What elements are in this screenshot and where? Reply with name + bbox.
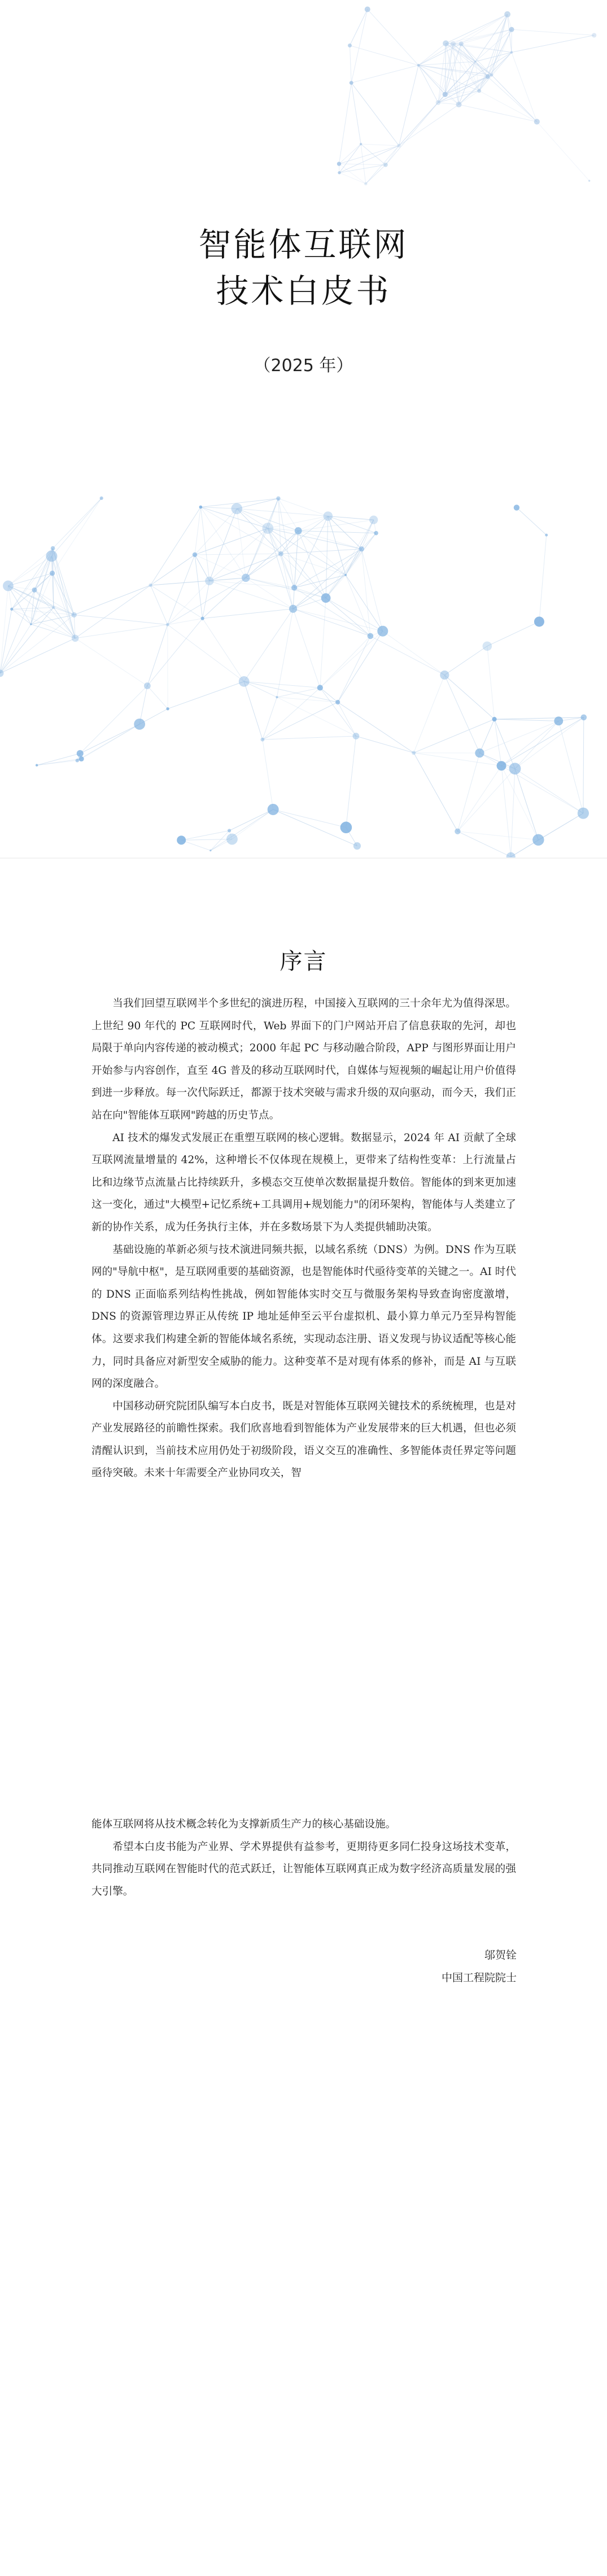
network-link	[74, 585, 150, 615]
network-link	[51, 556, 74, 615]
network-node	[475, 749, 484, 758]
network-link	[361, 144, 386, 165]
network-link	[320, 598, 326, 688]
network-link	[414, 675, 445, 753]
network-node	[201, 617, 204, 620]
network-decoration-graphic	[0, 0, 607, 859]
network-node	[534, 616, 544, 626]
network-node	[443, 92, 448, 97]
network-link	[414, 753, 501, 766]
network-node	[337, 162, 341, 166]
cover-year: （2025 年）	[254, 356, 353, 376]
network-link	[339, 144, 361, 164]
network-node	[360, 143, 362, 145]
network-link	[147, 619, 203, 686]
network-node	[490, 73, 494, 77]
network-node	[295, 527, 302, 534]
network-node	[592, 33, 596, 37]
network-link	[229, 810, 273, 830]
network-node	[78, 756, 84, 762]
network-node	[369, 516, 378, 524]
network-link	[457, 832, 538, 840]
network-link	[326, 598, 370, 636]
network-link	[244, 681, 263, 739]
network-link	[151, 581, 209, 585]
network-link	[495, 719, 501, 766]
network-node	[193, 552, 197, 557]
network-link	[457, 832, 510, 857]
network-node	[276, 696, 278, 698]
preface-paragraph-1: 当我们回望互联网半个多世纪的演进历程，中国接入互联网的三十余年尤为值得深思。上世纪 90 年代的 PC 互联网时代，Web 界面下的门户网站开启了信息获取的先河，却也局限于单向内容传递的被动模式；2000 年起 PC 与移动融合阶段，APP 与图形界面让用户开始参与内容创作，直至 4G 普及的移动互联网时代，自媒体与短视频的崛起让用户价值得到进一步释放。每一次代际跃迁，都源于技术突破与需求升级的双向驱动，而今天，我们正站在向"智能体互联网"跨越的历史节点。	[91, 998, 516, 1121]
network-link	[495, 717, 584, 719]
network-node	[477, 89, 481, 93]
network-link	[181, 830, 229, 840]
network-link	[278, 498, 328, 516]
network-node	[374, 531, 378, 536]
network-link	[338, 636, 370, 702]
network-node	[144, 682, 151, 689]
network-node	[459, 41, 464, 46]
network-link	[139, 686, 147, 724]
network-link	[237, 508, 328, 516]
network-node	[231, 503, 242, 515]
network-node	[228, 829, 231, 832]
network-node	[364, 182, 368, 185]
network-link	[383, 631, 445, 675]
network-node	[317, 685, 323, 690]
network-node	[377, 626, 388, 637]
network-link	[501, 717, 584, 766]
network-link	[512, 29, 594, 35]
network-link	[350, 10, 367, 46]
network-link	[492, 75, 537, 122]
network-link	[268, 516, 328, 528]
network-node	[321, 593, 331, 603]
network-link	[320, 687, 356, 736]
network-node	[368, 633, 374, 639]
network-link	[399, 103, 438, 146]
network-link	[338, 631, 383, 702]
network-node	[456, 102, 462, 107]
network-link	[339, 173, 366, 184]
network-link	[444, 646, 487, 675]
network-node	[492, 717, 496, 721]
network-link	[386, 103, 438, 165]
network-link	[75, 585, 150, 638]
network-link	[512, 35, 594, 52]
network-node	[335, 700, 340, 704]
network-link	[273, 810, 346, 828]
network-node	[350, 81, 353, 85]
network-node	[365, 7, 370, 12]
network-link	[539, 535, 547, 621]
network-node	[534, 119, 540, 124]
preface-body-block1	[91, 993, 516, 1485]
network-node	[72, 634, 79, 642]
network-link	[298, 531, 326, 598]
network-link	[168, 555, 195, 625]
network-link	[361, 144, 366, 184]
network-link	[320, 636, 370, 687]
network-node	[451, 41, 456, 47]
network-node	[455, 829, 460, 834]
network-link	[444, 675, 494, 719]
network-link	[515, 769, 538, 840]
network-link	[75, 625, 168, 638]
network-link	[346, 575, 383, 631]
network-link	[351, 83, 361, 144]
network-node	[417, 64, 420, 67]
network-link	[501, 766, 538, 840]
network-node	[338, 171, 340, 174]
network-link	[151, 585, 168, 625]
signature-title: 中国工程院院士	[441, 1972, 517, 1984]
preface-heading: 序言	[280, 948, 327, 974]
network-node	[276, 497, 280, 501]
network-node	[36, 764, 38, 766]
network-link	[151, 585, 203, 619]
network-decoration-bottom	[0, 497, 589, 859]
network-link	[487, 646, 495, 719]
network-node	[177, 836, 186, 845]
network-node	[504, 11, 510, 18]
network-link	[459, 105, 537, 121]
network-link	[80, 724, 139, 754]
signature-name: 邬贺铨	[484, 1949, 517, 1961]
network-link	[37, 754, 80, 765]
network-node	[46, 550, 57, 562]
network-link	[203, 609, 293, 619]
network-node	[483, 641, 492, 651]
network-decoration-top	[337, 7, 597, 186]
network-link	[293, 609, 320, 688]
network-node	[383, 163, 388, 167]
network-node	[51, 546, 55, 551]
network-link	[51, 498, 101, 556]
network-node	[100, 497, 103, 500]
preface-paragraph-2: AI 技术的爆发式发展正在重塑互联网的核心逻辑。数据显示，2024 年 AI 贡献了全球互联网流量增量的 42%，这种增长不仅体现在规模上，更带来了结构性变革：上行流量占比和边缘节点流量占比持续跃升，多模态交互使单次数据量提升数倍。智能体的到来更加速这一变化，通过"大模型+记忆系统+工具调用+规划能力"的闭环架构，智能体与人类建立了新的协作关系，成为任务执行主体，并在多数场景下为人类提供辅助决策。	[91, 1132, 516, 1233]
network-node	[3, 581, 14, 591]
network-link	[293, 609, 383, 632]
network-link	[346, 533, 376, 575]
cover-page	[0, 0, 607, 859]
network-link	[511, 813, 583, 857]
network-node	[359, 546, 364, 551]
preface-paragraph-closing: 希望本白皮书能为产业界、学术界提供有益参考，更期待更多同仁投身这场技术变革，共同推动互联网在智能时代的范式跃迁，让智能体互联网真正成为数字经济高质量发展的强大引擎。	[91, 1840, 516, 1898]
network-link	[232, 810, 273, 839]
network-node	[291, 585, 297, 590]
network-link	[479, 29, 512, 91]
network-link	[294, 588, 326, 598]
cover-title-line2: 技术白皮书	[216, 272, 391, 310]
network-node	[134, 719, 145, 730]
network-link	[281, 549, 361, 554]
network-link	[168, 681, 244, 708]
network-node	[226, 834, 238, 845]
network-link	[346, 736, 356, 828]
network-link	[487, 621, 539, 646]
network-node	[554, 716, 563, 725]
network-link	[203, 619, 244, 682]
preface-paragraph-continuation: 能体互联网将从技术概念转化为支撑新质生产力的核心基础设施。	[91, 1818, 396, 1830]
network-link	[168, 625, 244, 682]
network-link	[399, 105, 458, 146]
network-link	[338, 702, 356, 736]
network-link	[237, 498, 278, 508]
network-link	[246, 498, 278, 577]
network-link	[8, 586, 30, 624]
preface-page	[0, 859, 607, 2576]
network-link	[361, 549, 382, 631]
network-link	[8, 556, 51, 586]
network-node	[289, 605, 297, 613]
network-link	[339, 146, 399, 173]
network-link	[537, 121, 589, 181]
network-link	[37, 759, 81, 765]
network-node	[199, 506, 203, 509]
network-link	[418, 62, 475, 65]
network-link	[328, 516, 374, 520]
network-node	[32, 588, 37, 593]
network-node	[412, 751, 416, 755]
network-node	[578, 807, 589, 819]
network-link	[200, 507, 209, 581]
network-node	[397, 144, 401, 148]
network-node	[278, 551, 283, 556]
network-link	[361, 549, 370, 636]
network-link	[277, 697, 356, 736]
network-link	[293, 598, 326, 609]
network-node	[261, 738, 265, 742]
network-node	[440, 671, 449, 680]
network-node	[497, 761, 506, 771]
network-node	[262, 523, 273, 534]
network-node	[344, 574, 347, 576]
network-link	[414, 719, 495, 752]
network-link	[438, 103, 459, 105]
network-link	[0, 590, 34, 673]
network-link	[211, 810, 273, 851]
network-link	[501, 721, 558, 765]
network-node	[50, 571, 55, 576]
network-link	[263, 739, 273, 810]
network-link	[511, 769, 515, 857]
network-link	[147, 686, 168, 709]
network-node	[242, 574, 250, 582]
network-node	[76, 759, 79, 762]
network-link	[457, 766, 501, 832]
network-node	[71, 612, 76, 617]
network-link	[237, 508, 281, 554]
network-link	[151, 555, 195, 585]
network-link	[495, 719, 559, 721]
network-link	[298, 531, 376, 533]
network-link	[75, 638, 147, 686]
network-link	[244, 609, 293, 682]
network-node	[239, 676, 250, 687]
network-link	[53, 573, 75, 615]
network-link	[320, 631, 383, 687]
network-link	[281, 554, 346, 575]
network-link	[399, 66, 418, 146]
network-link	[195, 555, 203, 619]
network-link	[263, 702, 338, 739]
network-node	[149, 584, 152, 587]
network-link	[339, 83, 351, 164]
network-link	[53, 498, 102, 573]
network-link	[350, 46, 351, 83]
network-link	[53, 498, 102, 549]
network-link	[501, 766, 511, 857]
network-link	[200, 507, 246, 578]
network-link	[195, 555, 209, 581]
network-link	[293, 609, 370, 636]
network-node	[588, 180, 590, 181]
network-link	[328, 516, 376, 533]
network-node	[486, 75, 490, 79]
network-node	[510, 51, 513, 54]
network-node	[474, 60, 476, 62]
network-node	[353, 733, 360, 739]
network-link	[268, 528, 294, 588]
network-link	[418, 43, 446, 66]
network-link	[350, 46, 418, 66]
network-link	[517, 508, 547, 536]
network-link	[414, 753, 458, 832]
network-link	[195, 554, 281, 555]
network-link	[81, 724, 139, 759]
preface-paragraph-4: 中国移动研究院团队编写本白皮书，既是对智能体互联网关键技术的系统梳理，也是对产业发展路径的前瞻性探索。我们欣喜地看到智能体为产业发展带来的巨大机遇，但也必须清醒认识到，当前技术应用仍处于初级阶段，语义交互的准确性、多智能体责任界定等问题亟待突破。未来十年需要全产业协同攻关，智	[91, 1400, 516, 1480]
network-node	[509, 27, 514, 32]
network-node	[324, 511, 333, 521]
network-link	[418, 44, 453, 66]
network-link	[181, 840, 211, 850]
network-node	[348, 43, 352, 47]
network-link	[338, 702, 414, 753]
cover-title-line1: 智能体互联网	[198, 225, 409, 264]
network-node	[268, 804, 279, 815]
network-link	[512, 53, 537, 122]
network-link	[246, 578, 326, 598]
network-link	[370, 636, 444, 675]
network-node	[209, 850, 211, 851]
network-link	[351, 83, 399, 146]
network-link	[0, 586, 8, 673]
network-node	[545, 534, 548, 537]
network-node	[77, 750, 84, 757]
network-link	[583, 717, 584, 813]
preface-paragraph-3: 基础设施的革新必须与技术演进同频共振，以域名系统（DNS）为例。DNS 作为互联网的"导航中枢"，是互联网重要的基础资源，也是智能体时代亟待变革的关键之一。AI 时代的 DNS 正面临系列结构性挑战，例如智能体实时交互与微服务架构导致查询密度激增，DNS 的资源管理边界正从传统 IP 地址延伸至云平台虚拟机、最小算力单元乃至异构智能体。这要求我们构建全新的智能体域名系统，实现动态注册、语义发现与协议适配等核心能力，同时具备应对新型安全威胁的能力。这种变革不是对现有体系的修补，而是 AI 与互联网的深度融合。	[91, 1243, 516, 1390]
network-link	[361, 533, 376, 549]
network-link	[151, 507, 201, 585]
network-link	[12, 609, 74, 615]
network-link	[495, 719, 515, 769]
network-link	[281, 516, 327, 554]
network-node	[353, 842, 361, 850]
network-link	[168, 578, 246, 625]
network-node	[166, 707, 169, 710]
network-link	[351, 10, 368, 83]
network-node	[443, 40, 449, 46]
network-node	[10, 608, 13, 611]
network-link	[263, 736, 356, 739]
network-node	[166, 623, 169, 626]
network-node	[532, 834, 544, 846]
network-link	[459, 75, 492, 105]
network-link	[277, 687, 320, 697]
network-node	[340, 821, 352, 833]
network-node	[205, 577, 213, 585]
network-node	[30, 624, 32, 625]
network-link	[351, 66, 418, 83]
network-node	[436, 100, 440, 105]
network-link	[361, 144, 399, 146]
network-link	[368, 10, 418, 66]
preface-body-block2	[91, 1813, 516, 1903]
network-link	[356, 736, 413, 753]
network-link	[209, 508, 237, 581]
network-node	[509, 763, 521, 774]
network-node	[52, 606, 55, 610]
network-link	[147, 625, 168, 686]
network-link	[181, 839, 232, 840]
network-node	[514, 504, 519, 510]
network-link	[195, 507, 200, 555]
network-link	[74, 615, 168, 624]
network-link	[277, 609, 293, 697]
network-link	[444, 675, 479, 753]
network-link	[294, 549, 361, 588]
network-node	[580, 715, 587, 721]
